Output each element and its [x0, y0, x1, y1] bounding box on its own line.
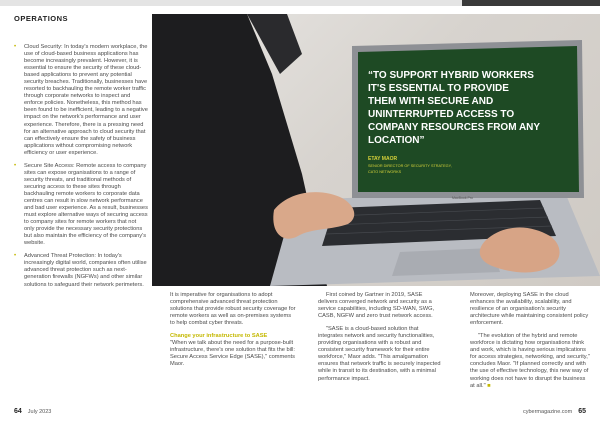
paragraph: It is imperative for organisations to adopt comprehensive advanced threat protection solutions that provide robust security coverage for remote workers as well as on-premises systems to help combat cyber threats.	[170, 292, 296, 327]
laptop-brand: MacBook Pro	[452, 196, 474, 200]
bullet-icon: •	[14, 162, 17, 169]
bullet-icon: •	[14, 44, 17, 50]
laptop-photo	[152, 14, 600, 286]
paragraph	[470, 333, 590, 389]
paragraph: "SASE is a cloud-based solution that integrates network and security functionalities, providing organisations with a robust and consistent security framework for their entire workforce," Maor adds. "This amalgamation ensures that network traffic is securely inspected while in transit to its destination, with a minimal performance impact.	[318, 326, 441, 382]
bullet-secure-site-access	[14, 163, 148, 248]
end-mark-icon: ■	[487, 382, 491, 389]
bullet-text: Secure Site Access: Remote access to company sites can expose organisations to a range of security threats, and traditional methods of securing access to these sites through backhauling remote workers to corporate data centres can result in slow network performance and bad user experience. As a result, businesses must explore alternative ways of securing access to company sites for remote workers that not only provide the necessary security protections but also maintain the efficiency of the company's website.	[24, 162, 148, 247]
bullet-icon: •	[14, 253, 17, 260]
column-bullets	[14, 44, 148, 295]
subheading: Change your infrastructure to SASE	[170, 333, 268, 340]
website: cybermagazine.com	[522, 409, 573, 415]
paragraph-text: "The evolution of the hybrid and remote workforce is dictating how organisations think and work, which is having serious implications for access strategies, networking, and security," concludes Maor. "If planned correctly and with the use of effective technology, this new way of working does not have to disrupt the business at all."	[470, 333, 590, 389]
quote-author-title: SENIOR DIRECTOR OF SECURITY STRATEGY,	[368, 164, 452, 168]
section-title: OPERATIONS	[14, 14, 69, 23]
photo-illustration	[152, 14, 600, 286]
pull-quote: “TO SUPPORT HYBRID WORKERS IT'S ESSENTIAL TO PROVIDE THEM WITH SECURE AND UNINTERRUPTED ACCESS TO COMPANY RESOURCES FROM ANY LOCATION”	[368, 70, 540, 146]
quote-author-company: CATO NETWORKS	[368, 170, 402, 174]
page-number-left: 64	[14, 408, 22, 415]
paragraph: First coined by Gartner in 2019, SASE delivers converged network and security as a service capabilities, including SD-WAN, SWG, CASB, NGFW and zero trust network access.	[318, 292, 435, 320]
column-4	[470, 292, 590, 396]
footer-left	[14, 408, 51, 415]
paragraph: Moreover, deploying SASE in the cloud enhances the availability, scalability, and resilience of an organisation's security architecture while maintaining consistent policy enforcement.	[470, 292, 589, 327]
top-rule-dark	[462, 0, 600, 6]
footer-right	[523, 408, 586, 415]
column-2	[170, 292, 296, 374]
paragraph: "When we talk about the need for a purpose-built infrastructure, there's one solution that fits the bill: Secure Access Service Edge (SASE)," comments Maor.	[170, 340, 296, 368]
page-number-right: 65	[578, 408, 586, 415]
bullet-text: Cloud Security: In today's modern workplace, the use of cloud-based business applications has become increasingly prevalent. However, it is essential to ensure the security of these cloud-based applications to prevent any potential security breaches. Traditionally, businesses have resorted to backhauling the remote worker traffic through corporate networks to inspect and enforce policies. Nonetheless, this method has been found to be inefficient, leading to a negative impact on the network's performance and user experience. Therefore, there is a pressing need for an alternative approach to cloud security that can effectively ensure the safety of business applications without compromising network efficiency or user experience.	[24, 44, 148, 156]
bullet-threat-protection	[14, 253, 148, 288]
bullet-cloud-security	[14, 44, 148, 157]
bullet-text: Advanced Threat Protection: In today's increasingly digital world, companies often utilise advanced threat protection such as next-generation firewalls (NGFWs) and other similar solutions to safeguard their network perimeters.	[24, 253, 147, 288]
issue-date: July 2023	[27, 409, 52, 415]
quote-author: ETAY MAOR	[368, 156, 398, 162]
column-3	[318, 292, 442, 389]
